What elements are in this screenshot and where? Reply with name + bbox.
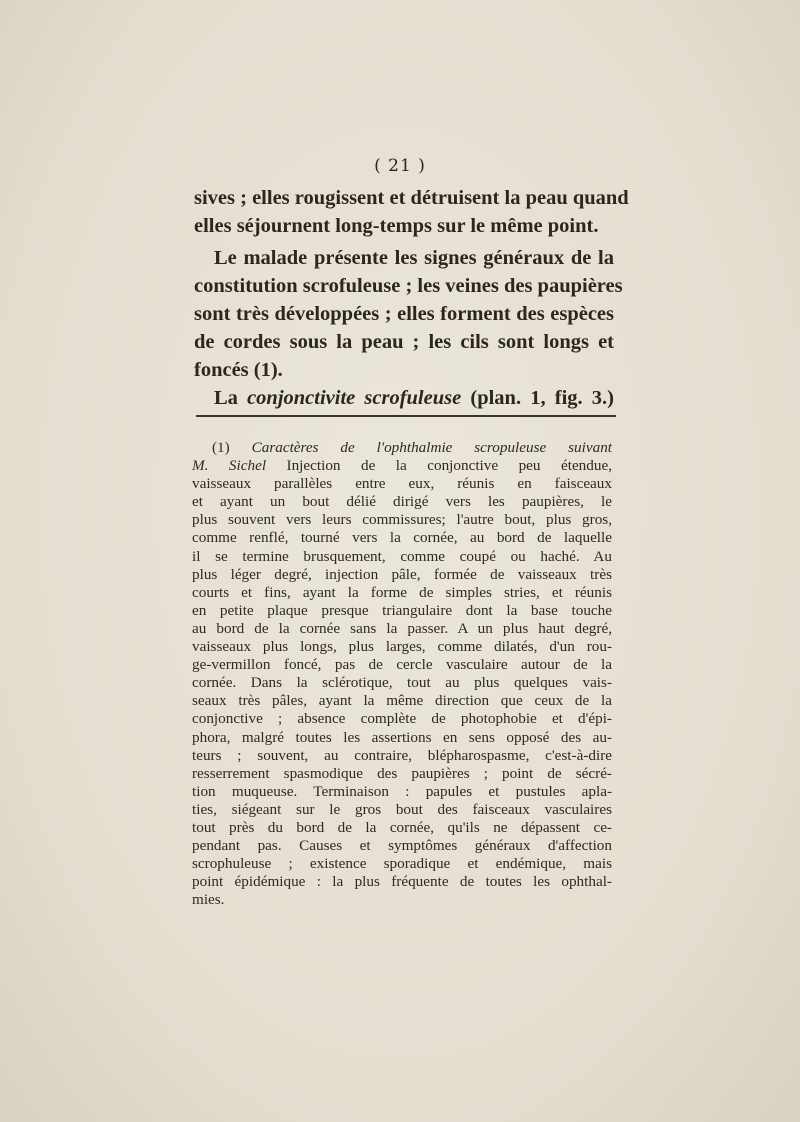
footnote-line: mies. bbox=[192, 891, 225, 909]
footnote-line: point épidémique : la plus fréquente de toutes les ophthal- bbox=[192, 873, 612, 891]
footnote-line: cornée. Dans la sclérotique, tout au plus quelques vais- bbox=[192, 674, 612, 692]
footnote-line: phora, malgré toutes les assertions en sens opposé des au- bbox=[192, 728, 612, 746]
main-text bbox=[194, 184, 629, 412]
footnote-separator bbox=[196, 415, 616, 417]
footnote-line: comme renflé, tourné vers la cornée, au bord de laquelle bbox=[192, 529, 612, 547]
footnote-line: teurs ; souvent, au contraire, blépharospasme, c'est-à-dire bbox=[192, 746, 612, 764]
main-line: sives ; elles rougissent et détruisent la peau quand bbox=[194, 187, 629, 209]
footnote bbox=[192, 439, 612, 909]
main-line: elles séjournent long-temps sur le même point. bbox=[194, 215, 599, 237]
footnote-line: au bord de la cornée sans la passer. A un plus haut degré, bbox=[192, 619, 612, 637]
footnote-line: pendant pas. Causes et symptômes généraux d'affection bbox=[192, 837, 612, 855]
footnote-line: vaisseaux parallèles entre eux, réunis en faisceaux bbox=[192, 475, 612, 493]
main-line: constitution scrofuleuse ; les veines des paupières bbox=[194, 275, 623, 297]
footnote-line: et ayant un bout délié dirigé vers les paupières, le bbox=[192, 493, 612, 511]
main-line-last: La conjonctivite scrofuleuse (plan. 1, fig. 3.) bbox=[214, 387, 614, 409]
main-line: Le malade présente les signes généraux de la bbox=[214, 247, 614, 269]
footnote-line: il se termine brusquement, comme coupé ou haché. Au bbox=[192, 547, 612, 565]
footnote-body bbox=[192, 475, 612, 909]
main-line: foncés (1). bbox=[194, 359, 283, 381]
footnote-line: ge-vermillon foncé, pas de cercle vasculaire autour de la bbox=[192, 656, 612, 674]
footnote-line: vaisseaux plus longs, plus larges, comme dilatés, d'un rou- bbox=[192, 638, 612, 656]
footnote-line: tout près du bord de la cornée, qu'ils ne dépassent ce- bbox=[192, 818, 612, 836]
footnote-line: courts et fins, ayant la forme de simples stries, et réunis bbox=[192, 583, 612, 601]
main-line: sont très développées ; elles forment des espèces bbox=[194, 303, 614, 325]
footnote-line: seaux très pâles, ayant la même direction que ceux de la bbox=[192, 692, 612, 710]
main-line: de cordes sous la peau ; les cils sont longs et bbox=[194, 331, 614, 353]
footnote-line: resserrement spasmodique des paupières ; point de sécré- bbox=[192, 764, 612, 782]
italic-term: conjonctivite scrofuleuse bbox=[247, 387, 462, 409]
footnote-line: M. Sichel Injection de la conjonctive peu étendue, bbox=[192, 457, 613, 475]
page-number: ( 21 ) bbox=[374, 156, 426, 176]
footnote-line: tion muqueuse. Terminaison : papules et pustules apla- bbox=[192, 782, 612, 800]
footnote-line: (1) Caractères de l'ophthalmie scropuleuse suivant bbox=[212, 439, 613, 456]
footnote-line: scrophuleuse ; existence sporadique et endémique, mais bbox=[192, 855, 612, 873]
footnote-line: conjonctive ; absence complète de photophobie et d'épi- bbox=[192, 710, 612, 728]
footnote-line: plus léger degré, injection pâle, formée de vaisseaux très bbox=[192, 565, 612, 583]
footnote-line: en petite plaque presque triangulaire dont la base touche bbox=[192, 601, 612, 619]
footnote-line: plus souvent vers leurs commissures; l'autre bout, plus gros, bbox=[192, 511, 612, 529]
footnote-line: ties, siégeant sur le gros bout des faisceaux vasculaires bbox=[192, 800, 612, 818]
